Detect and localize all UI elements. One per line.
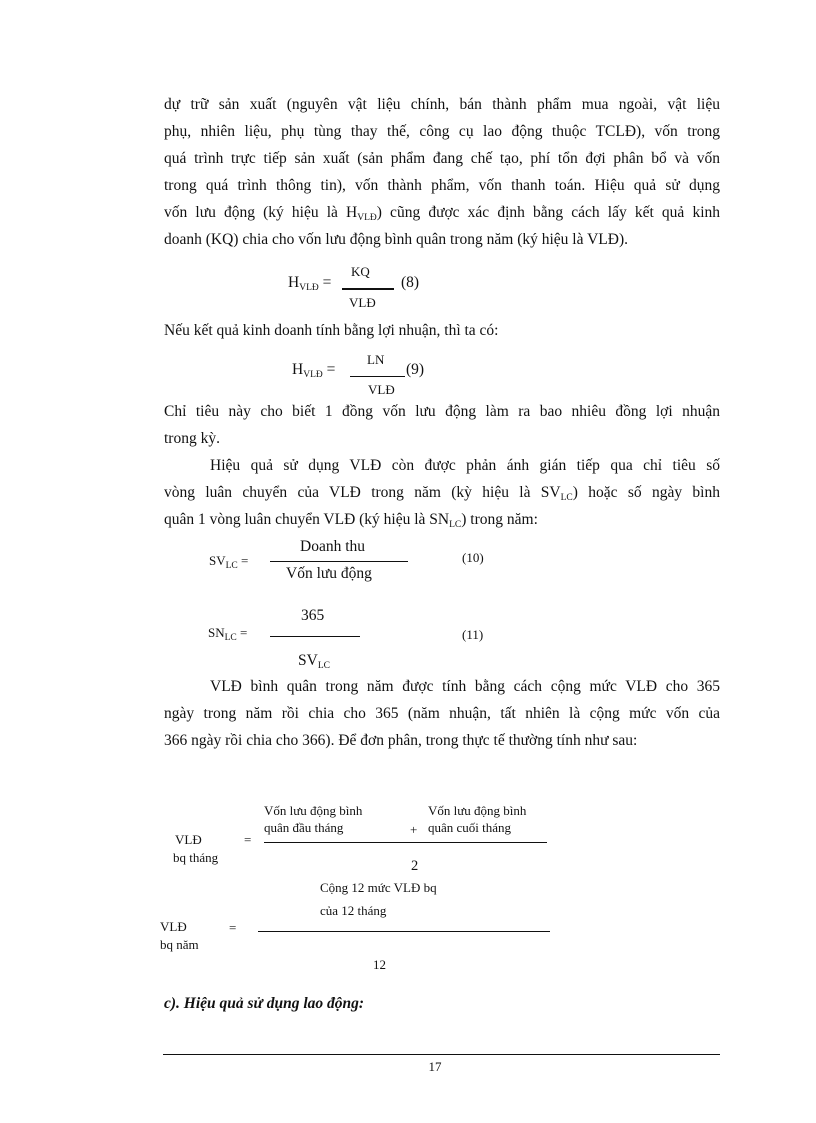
equals-sign: = — [244, 832, 252, 847]
formula-8-lhs: $H_{VLĐ}$ = — [288, 274, 332, 293]
formula-11-label: (11) — [462, 627, 484, 642]
body-line: 366 ngày rồi chia cho 366). Để đơn phân, trong thực tế thường tính như sau: — [164, 732, 638, 749]
formula-8-denominator: VLĐ — [349, 295, 376, 310]
body-line: dự trữ sản xuất (nguyên vật liệu chính, bán thành phẩm mua ngoài, vật liệu — [164, 96, 720, 113]
numerator-line2: của 12 tháng — [320, 903, 387, 918]
plus-sign: + — [410, 822, 418, 837]
fraction-bar — [270, 561, 408, 562]
body-line: quá trình trực tiếp sản xuất (sản phẩm đang chế tạo, phí tổn đợi phân bổ và vốn — [164, 150, 720, 167]
body-line: Hiệu quả sử dụng VLĐ còn được phản ánh gián tiếp qua chỉ tiêu số — [210, 457, 720, 474]
footer-rule — [163, 1054, 720, 1055]
body-line: Chỉ tiêu này cho biết 1 đồng vốn lưu động làm ra bao nhiêu đồng lợi nhuận — [164, 403, 720, 420]
formula-11-denominator: $SV_{LC}$ — [298, 652, 330, 671]
term1-line1: Vốn lưu động bình — [264, 803, 363, 818]
formula-10-numerator: Doanh thu — [300, 538, 366, 555]
term2-line2: quân cuối tháng — [428, 820, 512, 835]
body-line: trong kỳ. — [164, 430, 220, 447]
body-line: vòng luân chuyển của VLĐ trong năm (kỳ hiệu là $SV_{LC}$) hoặc số ngày bình — [164, 484, 720, 503]
formula-9-denominator: VLĐ — [368, 382, 395, 397]
numerator-line1: Cộng 12 mức VLĐ bq — [320, 880, 437, 895]
fraction-bar — [342, 288, 394, 290]
term2-line1: Vốn lưu động bình — [428, 803, 527, 818]
lhs-vld: VLĐ — [175, 832, 202, 847]
formula-10-denominator: Vốn lưu động — [286, 565, 372, 582]
term1-line2: quân đầu tháng — [264, 820, 344, 835]
formula-11-lhs: $SN_{LC}$ = — [208, 625, 248, 643]
denominator-12: 12 — [373, 957, 386, 972]
denominator-2: 2 — [411, 858, 419, 874]
fraction-bar — [264, 842, 547, 843]
fraction-bar — [270, 636, 360, 637]
formula-11-numerator: 365 — [301, 607, 325, 624]
page-number: 17 — [428, 1059, 442, 1074]
body-line: quân 1 vòng luân chuyển VLĐ (ký hiệu là $SN_{LC}$) trong năm: — [164, 511, 538, 530]
body-line: trong quá trình thông tin), vốn thành phẩm, vốn thanh toán. Hiệu quả sử dụng — [164, 177, 720, 194]
body-line: VLĐ bình quân trong năm được tính bằng cách cộng mức VLĐ cho 365 — [210, 678, 720, 695]
formula-9-lhs: $H_{VLĐ}$ = — [292, 361, 336, 380]
body-line: Nếu kết quả kinh doanh tính bằng lợi nhuận, thì ta có: — [164, 322, 499, 339]
body-line: doanh (KQ) chia cho vốn lưu động bình quân trong năm (ký hiệu là VLĐ). — [164, 231, 628, 248]
body-line: vốn lưu động (ký hiệu là $H_{VLĐ}$) cũng được xác định bằng cách lấy kết quả kinh — [164, 204, 720, 223]
section-heading: c). Hiệu quả sử dụng lao động: — [164, 995, 365, 1012]
formula-8-numerator: KQ — [351, 264, 370, 279]
formula-8-label: (8) — [401, 274, 420, 291]
equals-sign: = — [229, 920, 237, 935]
formula-10-label: (10) — [462, 550, 484, 565]
body-line: ngày trong năm rồi chia cho 365 (năm nhuận, tất nhiên là cộng mức vốn của — [164, 705, 720, 722]
formula-9-label: (9) — [406, 361, 425, 378]
lhs-vld: VLĐ — [160, 919, 187, 934]
formula-10-lhs: $SV_{LC}$ = — [209, 553, 249, 571]
body-line: phụ, nhiên liệu, phụ tùng thay thế, công cụ lao động thuộc TCLĐ), vốn trong — [164, 123, 720, 140]
fraction-bar — [350, 376, 405, 377]
fraction-bar — [258, 931, 550, 932]
formula-9-numerator: LN — [367, 352, 385, 367]
lhs-bq-nam: bq năm — [160, 937, 199, 952]
lhs-bq-thang: bq tháng — [173, 850, 219, 865]
